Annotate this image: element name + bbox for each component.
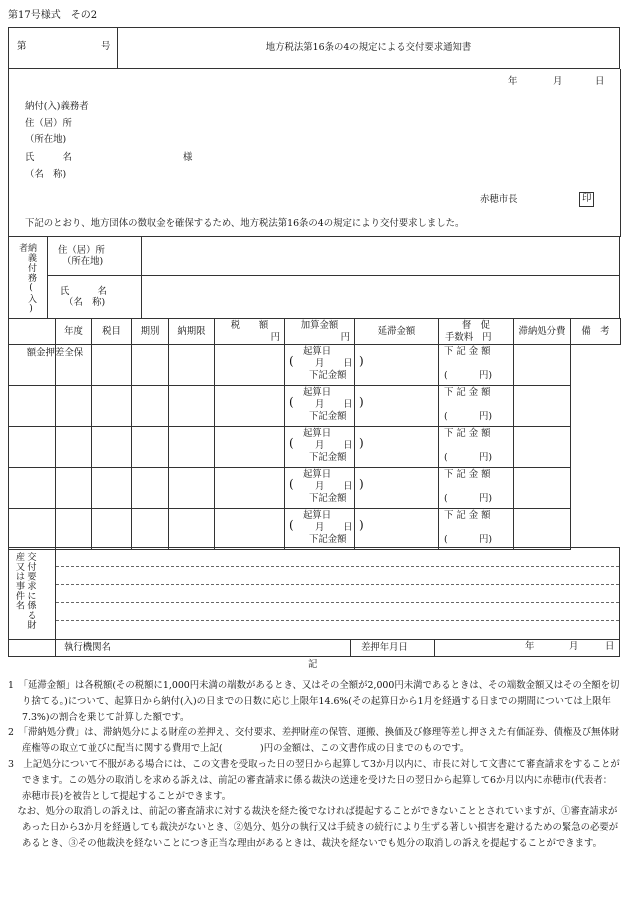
date-day-label: 日 — [595, 76, 605, 87]
col-surcharge — [285, 319, 355, 345]
seized-month-label: 月 — [569, 641, 579, 652]
col-due: 納期限 — [169, 319, 215, 345]
mayor-label: 赤穂市長 — [480, 194, 518, 205]
header-table — [8, 27, 620, 69]
delinq-cell — [439, 509, 514, 550]
late-cell — [285, 427, 364, 468]
late-amount: 下記金額 — [309, 534, 347, 545]
amount-row — [9, 468, 621, 509]
col-period: 期別 — [132, 319, 169, 345]
late-cell — [285, 345, 364, 386]
notes-section — [8, 678, 620, 852]
property-line-3 — [56, 602, 619, 603]
amount-cell — [132, 386, 169, 427]
note-1: 1 「延滞金額」は各税額(その税額に1,000円未満の端数があるとき、又はその全額が2,000円未満であるときは、その端数金額又はその全額を切り捨てる。)について、起算日から納付(入)の日までの日数に応じ上限年14.6%(その起算日から1月を経過する日までの期間については上限年7.3%)の割合を乗じて計算した額です。 — [8, 680, 620, 723]
location-label: （所在地) — [25, 134, 67, 145]
amount-cell — [215, 427, 285, 468]
delinq-open: ( — [444, 534, 448, 545]
delinq-yen: 円) — [479, 370, 493, 381]
amount-cell — [514, 386, 571, 427]
amount-cell — [92, 345, 132, 386]
amount-cell — [9, 386, 56, 427]
delinq-open: ( — [444, 452, 448, 463]
amount-cell — [215, 386, 285, 427]
date-month-label: 月 — [553, 76, 563, 87]
payer-vertical-cell — [9, 237, 48, 319]
late-start: 起算日 — [303, 346, 332, 357]
late-start: 起算日 — [303, 428, 332, 439]
late-md: 月 日 — [315, 481, 353, 492]
amount-cell — [92, 427, 132, 468]
amount-cell — [9, 468, 56, 509]
late-paren-close: ) — [359, 436, 364, 450]
amount-cell — [132, 468, 169, 509]
doc-number-cell — [9, 28, 118, 69]
property-vertical-cell — [9, 548, 56, 640]
delinq-open: ( — [444, 411, 448, 422]
name-sub-label: （名 称) — [25, 169, 67, 180]
amount-cell — [56, 468, 92, 509]
amount-cell — [215, 468, 285, 509]
address-label: 住（居）所 — [25, 118, 72, 129]
late-md: 月 日 — [315, 522, 353, 533]
amount-cell — [56, 427, 92, 468]
amount-cell — [92, 509, 132, 550]
late-amount: 下記金額 — [309, 452, 347, 463]
late-md: 月 日 — [315, 399, 353, 410]
amount-cell — [169, 386, 215, 427]
payer-address-cell — [48, 237, 142, 276]
delinq-yen: 円) — [479, 452, 493, 463]
amount-cell — [169, 509, 215, 550]
delinq-yen: 円) — [479, 411, 493, 422]
go-label: 号 — [101, 41, 111, 52]
delinq-label: 下 記 金 額 — [444, 387, 491, 398]
property-line-2 — [56, 584, 619, 585]
doc-title: 地方税法第16条の4の規定による交付要求通知書 — [118, 28, 620, 69]
amount-cell — [169, 427, 215, 468]
col-demand-label2: 手数料 — [445, 331, 474, 343]
col-remarks: 備 考 — [571, 319, 621, 345]
amount-cell — [92, 468, 132, 509]
amount-side-label: 保全差押金額 — [24, 347, 83, 377]
amount-cell — [56, 386, 92, 427]
intro-text: 下記のとおり、地方団体の徴収金を確保するため、地方税法第16条の4の規定により交付要求しました。 — [25, 218, 465, 229]
amount-cell — [355, 386, 439, 427]
late-amount: 下記金額 — [309, 411, 347, 422]
seized-year-label: 年 — [525, 641, 535, 652]
payer-location-label: （所在地) — [62, 256, 104, 267]
late-start: 起算日 — [303, 510, 332, 521]
name-label: 氏 名 — [25, 152, 72, 163]
note-2: 2 「滞納処分費」は、滞納処分による財産の差押え、交付要求、差押財産の保管、運搬、換価及び修理等差し押さえた有価証券、債権及び無体財産権等の取立て並びに配当に関する費用で上記( )円の金額は、この文書作成の日までのものです。 — [8, 727, 620, 755]
col-demand — [439, 319, 514, 345]
amount-cell — [514, 468, 571, 509]
delinq-open: ( — [444, 370, 448, 381]
delinq-label: 下 記 金 額 — [444, 428, 491, 439]
col-tax — [215, 319, 285, 345]
amount-row — [9, 427, 621, 468]
amount-cell — [215, 509, 285, 550]
late-start: 起算日 — [303, 469, 332, 480]
delinq-yen: 円) — [479, 534, 493, 545]
payer-address-value — [142, 237, 620, 276]
delinq-cell — [439, 468, 514, 509]
late-md: 月 日 — [315, 440, 353, 451]
late-cell — [285, 509, 364, 550]
property-lines-cell — [56, 548, 620, 640]
amount-cell — [514, 345, 571, 386]
late-start: 起算日 — [303, 387, 332, 398]
delinq-label: 下 記 金 額 — [444, 346, 491, 357]
payer-name-value — [142, 276, 620, 319]
col-delinq: 滞納処分費 — [514, 319, 571, 345]
note-3: 3 上記処分について不服がある場合には、この文書を受取った日の翌日から起算して3か月以内に、市長に対して文書にて審査請求をすることができます。この処分の取消しを求める訴えは、前記の審査請求に係る裁決の送達を受けた日の翌日から起算して6か月以内に赤穂市(代表者：赤穂市長)を被告として提起することができます。 — [8, 758, 620, 802]
form-number: 第17号様式 その2 — [8, 10, 98, 21]
amount-cell — [56, 509, 92, 550]
late-paren-open: ( — [289, 477, 294, 491]
seized-date-label-cell — [351, 640, 435, 657]
late-cell — [285, 468, 364, 509]
amount-cell — [355, 345, 439, 386]
amount-cell — [355, 509, 439, 550]
amount-cell — [355, 427, 439, 468]
delinq-label: 下 記 金 額 — [444, 510, 491, 521]
col-surcharge-yen: 円 — [340, 331, 350, 343]
seized-day-label: 日 — [605, 641, 615, 652]
agency-cell — [56, 640, 351, 657]
late-paren-open: ( — [289, 518, 294, 532]
delinq-cell — [439, 427, 514, 468]
amount-cell — [9, 427, 56, 468]
amount-cell — [132, 345, 169, 386]
payer-address-label: 住（居）所 — [58, 244, 105, 256]
amount-cell — [169, 345, 215, 386]
late-md: 月 日 — [315, 358, 353, 369]
col-year: 年度 — [56, 319, 92, 345]
date-year-label: 年 — [508, 76, 518, 87]
late-paren-close: ) — [359, 518, 364, 532]
amount-cell — [514, 427, 571, 468]
delinq-cell — [439, 345, 514, 386]
col-tax-yen: 円 — [270, 331, 280, 343]
amount-cell — [169, 468, 215, 509]
delinq-label: 下 記 金 額 — [444, 469, 491, 480]
seal-box: 印 — [579, 192, 594, 207]
agency-label: 執行機関名 — [64, 642, 111, 654]
late-cell — [285, 386, 364, 427]
col-late: 延滞金額 — [355, 319, 439, 345]
delinq-cell — [439, 386, 514, 427]
addressee-frame — [8, 69, 621, 237]
amount-cell — [132, 427, 169, 468]
delinq-open: ( — [444, 493, 448, 504]
sama-label: 様 — [183, 152, 193, 163]
amount-cell — [514, 509, 571, 550]
col-demand-yen: 円 — [482, 331, 492, 343]
late-amount: 下記金額 — [309, 370, 347, 381]
col-item: 税目 — [92, 319, 132, 345]
payer-name-sub-label: （名 称) — [64, 297, 106, 308]
note-4: なお、処分の取消しの訴えは、前記の審査請求に対する裁決を経た後でなければ提起することができないこととされていますが、①審査請求があった日から3か月を経過しても裁決がないとき、②処分、処分の執行又は手続きの続行により生ずる著しい損害を避けるための緊急の必要があるとき、③その他裁決を経ないことにつき正当な理由があるときは、裁決を経ないでも処分の取消しの訴えを提起することができます。 — [8, 806, 619, 849]
property-vertical-label: 交付要求に係る財産又は事件名 — [13, 552, 36, 630]
property-table — [8, 547, 620, 657]
dai-label: 第 — [17, 41, 27, 52]
col-surcharge-label: 加算金額 — [300, 320, 339, 332]
amount-cell — [355, 468, 439, 509]
amount-row — [9, 509, 621, 550]
amount-table — [8, 318, 621, 550]
payer-name-cell — [48, 276, 142, 319]
late-paren-open: ( — [289, 436, 294, 450]
payer-label: 納付(入)義務者 — [25, 101, 89, 112]
late-amount: 下記金額 — [309, 493, 347, 504]
seized-date-label: 差押年月日 — [361, 642, 408, 654]
amount-cell — [92, 386, 132, 427]
notes-title: 記 — [308, 659, 318, 670]
late-paren-open: ( — [289, 354, 294, 368]
amount-cell — [132, 509, 169, 550]
late-paren-close: ) — [359, 395, 364, 409]
amount-cell — [9, 509, 56, 550]
payer-table — [8, 236, 620, 319]
property-line-4 — [56, 620, 619, 621]
late-paren-close: ) — [359, 354, 364, 368]
late-paren-close: ) — [359, 477, 364, 491]
seized-date-value — [435, 640, 620, 657]
delinq-yen: 円) — [479, 493, 493, 504]
amount-header-row — [9, 319, 621, 345]
property-line-1 — [56, 566, 619, 567]
late-paren-open: ( — [289, 395, 294, 409]
col-demand-label1: 督 促 — [461, 320, 491, 332]
payer-vertical-label: 納義付務(入)者 — [17, 243, 36, 315]
payer-name-label: 氏 名 — [60, 285, 107, 297]
amount-row — [9, 345, 621, 386]
amount-cell — [215, 345, 285, 386]
col-tax-label: 税 額 — [230, 320, 269, 332]
amount-row — [9, 386, 621, 427]
